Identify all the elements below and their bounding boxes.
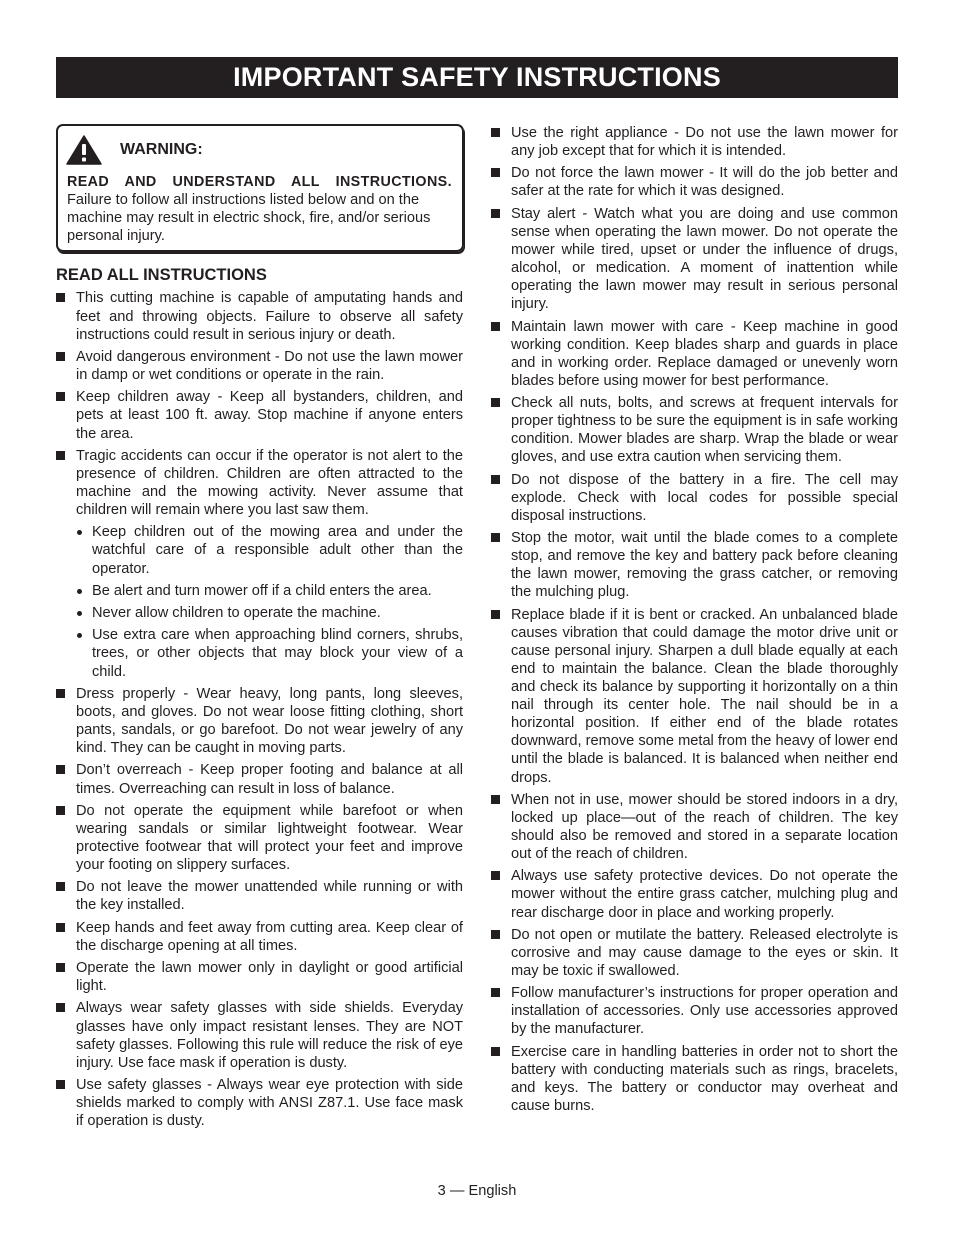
list-item — [491, 529, 898, 601]
warning-triangle-icon — [66, 135, 102, 165]
right-column — [491, 124, 898, 1119]
sub-list-item-text: Keep children out of the mowing area and under the watchful care of a responsible adult other than the operator. — [92, 524, 463, 577]
list-item-text: Stop the motor, wait until the blade comes to a complete stop, and remove the key and battery pack before cleaning the lawn mower, removing the grass catcher, or removing the mulching plug. — [511, 530, 898, 601]
list-item — [491, 1043, 898, 1115]
list-item — [56, 1076, 463, 1130]
list-item — [56, 919, 463, 955]
square-bullet-icon — [56, 765, 65, 774]
list-item — [56, 289, 463, 343]
list-item — [56, 348, 463, 384]
square-bullet-icon — [56, 689, 65, 698]
list-item-text: Do not dispose of the battery in a fire. The cell may explode. Check with local codes for possible special disposal instructions. — [511, 471, 898, 524]
square-bullet-icon — [491, 168, 500, 177]
list-item-text: Do not leave the mower unattended while running or with the key installed. — [76, 879, 463, 914]
list-item-text: Do not force the lawn mower - It will do the job better and safer at the rate for which it was designed. — [511, 165, 898, 200]
sub-list-item-text: Never allow children to operate the machine. — [92, 605, 381, 622]
list-item-text: Tragic accidents can occur if the operator is not alert to the presence of children. Children are often attracted to the machine and the mowing activity. Never assume that children will remain where you last saw them. — [76, 447, 463, 519]
warning-title: WARNING: — [120, 140, 203, 158]
list-item — [491, 791, 898, 863]
list-item-text: Exercise care in handling batteries in order not to short the battery with conducting materials such as rings, bracelets, and keys. The battery or conductor may overheat and cause burns. — [511, 1043, 898, 1115]
list-item-text: Always use safety protective devices. Do not operate the mower without the entire grass catcher, mulching plug and rear discharge door in place and working properly. — [511, 868, 898, 921]
square-bullet-icon — [491, 398, 500, 407]
square-bullet-icon — [56, 806, 65, 815]
list-item-text: Follow manufacturer’s instructions for proper operation and installation of accessories. Only use accessories approved by the manufacturer. — [511, 985, 898, 1038]
left-instruction-list — [56, 289, 463, 519]
list-item-text: This cutting machine is capable of amputating hands and feet and throwing objects. Failure to observe all safety instructions could result in serious injury or death. — [76, 290, 463, 343]
list-item — [56, 999, 463, 1071]
square-bullet-icon — [491, 209, 500, 218]
list-item-text: Dress properly - Wear heavy, long pants, long sleeves, boots, and gloves. Do not wear loose fitting clothing, short pants, sandals, or go barefoot. Do not wear jewelry of any kind. They can be caught in moving parts. — [76, 685, 463, 757]
square-bullet-icon — [491, 1047, 500, 1056]
list-item — [491, 318, 898, 390]
list-item — [56, 388, 463, 442]
list-item-text: Do not open or mutilate the battery. Released electrolyte is corrosive and may cause damage to the eyes or skin. It may be toxic if swallowed. — [511, 926, 898, 979]
square-bullet-icon — [56, 293, 65, 302]
warning-text: Failure to follow all instructions listed below and on the machine may result in electric shock, fire, and/or serious personal injury. — [67, 192, 431, 245]
left-instruction-list-continued — [56, 685, 463, 1130]
list-item-text: Maintain lawn mower with care - Keep machine in good working condition. Keep blades sharp and guards in place and in working order. Replace damaged or unevenly worn blades before using mower for best performance. — [511, 318, 898, 389]
list-item — [56, 761, 463, 797]
sub-list-item-text: Use extra care when approaching blind corners, shrubs, trees, or other objects that may block your view of a child. — [92, 627, 463, 680]
square-bullet-icon — [56, 963, 65, 972]
sub-list-item — [56, 626, 463, 680]
list-item — [56, 685, 463, 757]
list-item-text: Stay alert - Watch what you are doing and use common sense when operating the lawn mower. Do not operate the mower while tired, upset or under the influence of drugs, alcohol, or medication. A moment of inattention while operating the lawn mower may result in serious personal injury. — [511, 205, 898, 313]
list-item — [56, 802, 463, 874]
right-instruction-list — [491, 124, 898, 1115]
list-item — [491, 394, 898, 466]
dot-bullet-icon — [77, 530, 82, 535]
warning-header — [67, 130, 452, 170]
list-item-text: Keep children away - Keep all bystanders, children, and pets at least 100 ft. away. Stop machine if anyone enters the area. — [76, 389, 463, 442]
left-column — [56, 124, 463, 1135]
warning-strong-text: READ AND UNDERSTAND ALL INSTRUCTIONS. — [67, 174, 452, 190]
list-item-text: Use the right appliance - Do not use the lawn mower for any job except that for which it is intended. — [511, 125, 898, 160]
list-item-text: Check all nuts, bolts, and screws at frequent intervals for proper tightness to be sure the equipment is in safe working condition. Mower blades are sharp. Wrap the blade or wear gloves, and use extra caution when servicing them. — [511, 395, 898, 466]
square-bullet-icon — [491, 322, 500, 331]
list-item-text: Always wear safety glasses with side shields. Everyday glasses have only impact resistant lenses. They are NOT safety glasses. Following this rule will reduce the risk of eye injury. Use face mask if operation is dusty. — [76, 1000, 463, 1071]
list-item-text: Avoid dangerous environment - Do not use the lawn mower in damp or wet conditions or operate in the rain. — [76, 348, 463, 384]
square-bullet-icon — [491, 533, 500, 542]
warning-box — [56, 124, 464, 252]
square-bullet-icon — [491, 988, 500, 997]
list-item — [491, 867, 898, 921]
square-bullet-icon — [56, 451, 65, 460]
square-bullet-icon — [56, 1003, 65, 1012]
list-item — [56, 959, 463, 995]
sub-list-item — [56, 523, 463, 577]
square-bullet-icon — [491, 128, 500, 137]
square-bullet-icon — [491, 930, 500, 939]
list-item — [491, 984, 898, 1038]
sub-list-item — [56, 604, 463, 622]
list-item-text: Do not operate the equipment while barefoot or when wearing sandals or similar lightweight footwear. Wear protective footwear that will protect your feet and improve your footing on slippery surfaces. — [76, 802, 463, 874]
list-item-text: Use safety glasses - Always wear eye protection with side shields marked to comply with ANSI Z87.1. Use face mask if operation is dusty. — [76, 1077, 463, 1130]
page-footer: 3 — English — [437, 1183, 517, 1199]
square-bullet-icon — [491, 475, 500, 484]
square-bullet-icon — [56, 1080, 65, 1089]
sub-list-item — [56, 582, 463, 600]
list-item — [491, 164, 898, 200]
list-item-text: Operate the lawn mower only in daylight or good artificial light. — [76, 960, 463, 995]
list-item-text: Keep hands and feet away from cutting area. Keep clear of the discharge opening at all times. — [76, 919, 463, 954]
children-sublist — [56, 523, 463, 680]
list-item — [56, 878, 463, 914]
square-bullet-icon — [56, 392, 65, 401]
square-bullet-icon — [56, 352, 65, 361]
list-item — [491, 606, 898, 787]
square-bullet-icon — [491, 795, 500, 804]
square-bullet-icon — [56, 882, 65, 891]
section-heading: READ ALL INSTRUCTIONS — [56, 266, 267, 285]
list-item-text: Replace blade if it is bent or cracked. An unbalanced blade causes vibration that could damage the motor drive unit or cause personal injury. Sharpen a dull blade equally at each end to maintain the balance. Clean the blade thoroughly and check its balance by supporting it horizontally on a thin nail through its center hole. The nail should be in a horizontal position. If either end of the blade rotates downward, remove some metal from the heavy of lower end until the blade is balanced. It is balanced when neither end drops. — [511, 606, 898, 786]
sub-list-item-text: Be alert and turn mower off if a child enters the area. — [92, 582, 432, 599]
list-item — [491, 205, 898, 314]
square-bullet-icon — [56, 923, 65, 932]
square-bullet-icon — [491, 871, 500, 880]
list-item-text: Don’t overreach - Keep proper footing and balance at all times. Overreaching can result in loss of balance. — [76, 762, 463, 797]
square-bullet-icon — [491, 610, 500, 619]
list-item — [491, 926, 898, 980]
list-item — [491, 124, 898, 160]
dot-bullet-icon — [77, 589, 82, 594]
list-item — [56, 447, 463, 519]
list-item — [491, 471, 898, 525]
list-item-text: When not in use, mower should be stored indoors in a dry, locked up place—out of the reach of children. The key should also be removed and stored in a separate location out of the reach of children. — [511, 791, 898, 863]
dot-bullet-icon — [77, 633, 82, 638]
page-title: IMPORTANT SAFETY INSTRUCTIONS — [56, 57, 898, 98]
dot-bullet-icon — [77, 611, 82, 616]
